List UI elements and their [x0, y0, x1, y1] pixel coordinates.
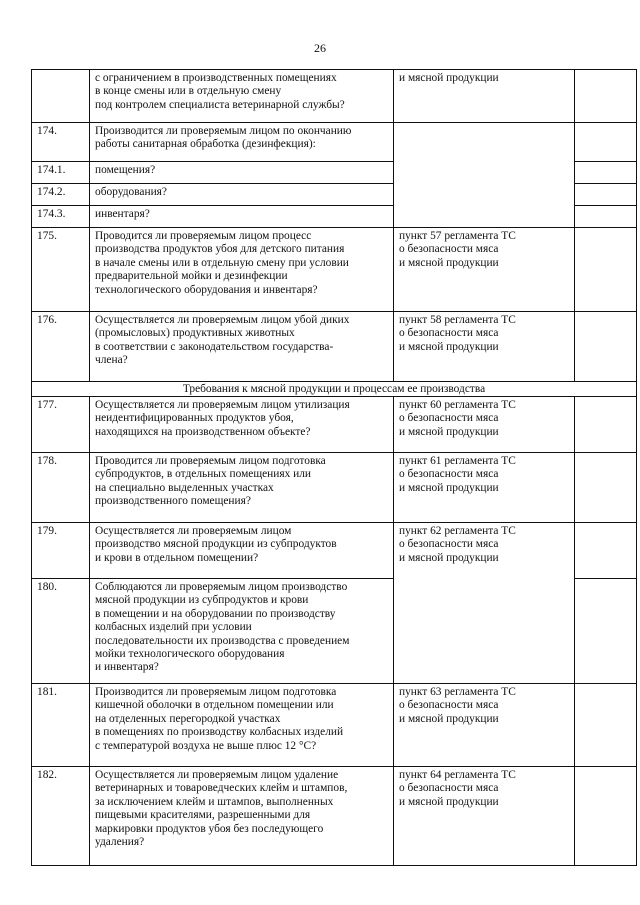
item-reference — [394, 123, 575, 228]
item-number: 174.2. — [32, 184, 90, 206]
answer-cell — [575, 162, 637, 184]
reference-line: о безопасности мяса — [399, 412, 499, 425]
answer-cell — [575, 453, 637, 523]
answer-cell — [575, 70, 637, 123]
question-line: Осуществляется ли проверяемым лицом удаление — [95, 769, 339, 781]
item-question — [90, 523, 394, 579]
reference-line: пункт 58 регламента ТС — [399, 314, 516, 326]
item-number: 174. — [32, 123, 90, 162]
question-line: последовательности их производства с проведением — [95, 634, 350, 647]
reference-line: о безопасности мяса — [399, 782, 499, 795]
question-line: мойки технологического оборудования — [95, 648, 285, 661]
answer-cell — [575, 184, 637, 206]
question-line: Осуществляется ли проверяемым лицом — [95, 525, 292, 537]
question-line: Осуществляется ли проверяемым лицом убой диких — [95, 314, 350, 326]
reference-line: пункт 63 регламента ТС — [399, 686, 516, 698]
item-question — [90, 397, 394, 453]
answer-cell — [575, 123, 637, 162]
reference-line: и мясной продукции — [399, 712, 499, 725]
answer-cell — [575, 312, 637, 382]
item-number: 177. — [32, 397, 90, 453]
item-number: 180. — [32, 579, 90, 684]
answer-cell — [575, 684, 637, 767]
item-question — [90, 206, 394, 228]
item-reference — [394, 397, 575, 453]
item-question — [90, 162, 394, 184]
item-reference — [394, 523, 575, 684]
answer-cell — [575, 579, 637, 684]
reference-line: пункт 61 регламента ТС — [399, 455, 516, 467]
table-row — [32, 123, 637, 162]
item-question — [90, 312, 394, 382]
question-line: предварительной мойки и дезинфекции — [95, 270, 288, 283]
reference-line: пункт 64 регламента ТС — [399, 769, 516, 781]
question-line: производства продуктов убоя для детского питания — [95, 243, 345, 256]
item-reference — [394, 453, 575, 523]
reference-line: и мясной продукции — [399, 551, 499, 564]
item-number: 179. — [32, 523, 90, 579]
question-line: кишечной оболочки в отдельном помещении или — [95, 699, 334, 712]
question-line: инвентаря? — [95, 208, 150, 220]
checklist-table — [31, 69, 637, 866]
item-number: 182. — [32, 767, 90, 866]
question-line: колбасных изделий при условии — [95, 621, 252, 634]
question-line: за исключением клейм и штампов, выполненных — [95, 795, 334, 808]
table-row — [32, 312, 637, 382]
question-line: на специально выделенных участках — [95, 481, 274, 494]
section-row — [32, 382, 637, 397]
reference-line: и мясной продукции — [399, 425, 499, 438]
question-line: Проводится ли проверяемым лицом процесс — [95, 230, 312, 242]
question-line: с температурой воздуха не выше плюс 12 °С? — [95, 739, 317, 752]
item-number: 181. — [32, 684, 90, 767]
question-line: Проводится ли проверяемым лицом подготовка — [95, 455, 326, 467]
table-row — [32, 523, 637, 579]
item-reference — [394, 312, 575, 382]
item-number: 174.1. — [32, 162, 90, 184]
answer-cell — [575, 397, 637, 453]
question-line: Производится ли проверяемым лицом по окончанию — [95, 125, 352, 137]
question-line: пищевыми красителями, разрешенными для — [95, 809, 311, 822]
table-row — [32, 767, 637, 866]
reference-line: о безопасности мяса — [399, 243, 499, 256]
question-line: оборудования? — [95, 186, 167, 198]
question-line: в помещениях по производству колбасных изделий — [95, 726, 344, 739]
reference-line: пункт 60 регламента ТС — [399, 399, 516, 411]
question-line: неидентифицированных продуктов убоя, — [95, 412, 294, 425]
question-line: технологического оборудования и инвентаря? — [95, 283, 318, 296]
item-question — [90, 70, 394, 123]
item-question — [90, 453, 394, 523]
reference-line: и мясной продукции — [399, 256, 499, 269]
reference-line: пункт 57 регламента ТС — [399, 230, 516, 242]
question-line: производственного помещения? — [95, 495, 251, 508]
item-reference — [394, 228, 575, 312]
question-line: помещения? — [95, 164, 156, 176]
reference-line: и мясной продукции — [399, 481, 499, 494]
item-reference — [394, 767, 575, 866]
question-line: Осуществляется ли проверяемым лицом утилизация — [95, 399, 350, 411]
answer-cell — [575, 523, 637, 579]
reference-line: о безопасности мяса — [399, 468, 499, 481]
checklist-body — [32, 70, 637, 866]
answer-cell — [575, 228, 637, 312]
item-question — [90, 228, 394, 312]
question-line: в конце смены или в отдельную смену — [95, 85, 282, 98]
question-line: и инвентаря? — [95, 661, 159, 674]
reference-line: и мясной продукции — [399, 72, 499, 84]
page-number: 26 — [314, 41, 326, 55]
question-line: маркировки продуктов убоя без последующего — [95, 822, 324, 835]
question-line: Соблюдаются ли проверяемым лицом производство — [95, 581, 348, 593]
item-reference — [394, 70, 575, 123]
question-line: работы санитарная обработка (дезинфекция): — [95, 138, 316, 151]
table-row — [32, 228, 637, 312]
item-question — [90, 184, 394, 206]
question-line: в соответствии с законодательством государства- — [95, 340, 334, 353]
answer-cell — [575, 767, 637, 866]
question-line: мясной продукции из субпродуктов и крови — [95, 594, 309, 607]
question-line: в начале смены или в отдельную смену при условии — [95, 256, 349, 269]
item-question — [90, 123, 394, 162]
question-line: на отделенных перегородкой участках — [95, 712, 281, 725]
question-line: (промысловых) продуктивных животных — [95, 327, 295, 340]
item-question — [90, 684, 394, 767]
question-line: Производится ли проверяемым лицом подготовка — [95, 686, 337, 698]
item-number: 175. — [32, 228, 90, 312]
question-line: находящихся на производственном объекте? — [95, 425, 311, 438]
item-number: 178. — [32, 453, 90, 523]
question-line: члена? — [95, 354, 128, 367]
question-line: субпродуктов, в отдельных помещениях или — [95, 468, 312, 481]
reference-line: и мясной продукции — [399, 795, 499, 808]
question-line: под контролем специалиста ветеринарной службы? — [95, 98, 345, 111]
table-row — [32, 453, 637, 523]
item-question — [90, 579, 394, 684]
reference-line: о безопасности мяса — [399, 538, 499, 551]
item-number: 176. — [32, 312, 90, 382]
item-question — [90, 767, 394, 866]
item-reference — [394, 684, 575, 767]
question-line: удаления? — [95, 836, 145, 849]
table-row — [32, 684, 637, 767]
item-number — [32, 70, 90, 123]
answer-cell — [575, 206, 637, 228]
reference-line: и мясной продукции — [399, 340, 499, 353]
question-line: производство мясной продукции из субпродуктов — [95, 538, 337, 551]
reference-line: о безопасности мяса — [399, 699, 499, 712]
table-row — [32, 397, 637, 453]
question-line: и крови в отдельном помещении? — [95, 551, 259, 564]
question-line: с ограничением в производственных помещениях — [95, 72, 337, 84]
section-heading: Требования к мясной продукции и процессам ее производства — [32, 382, 637, 397]
question-line: ветеринарных и товароведческих клейм и штампов, — [95, 782, 348, 795]
item-number: 174.3. — [32, 206, 90, 228]
table-row — [32, 70, 637, 123]
reference-line: о безопасности мяса — [399, 327, 499, 340]
reference-line: пункт 62 регламента ТС — [399, 525, 516, 537]
question-line: в помещении и на оборудовании по производству — [95, 607, 336, 620]
